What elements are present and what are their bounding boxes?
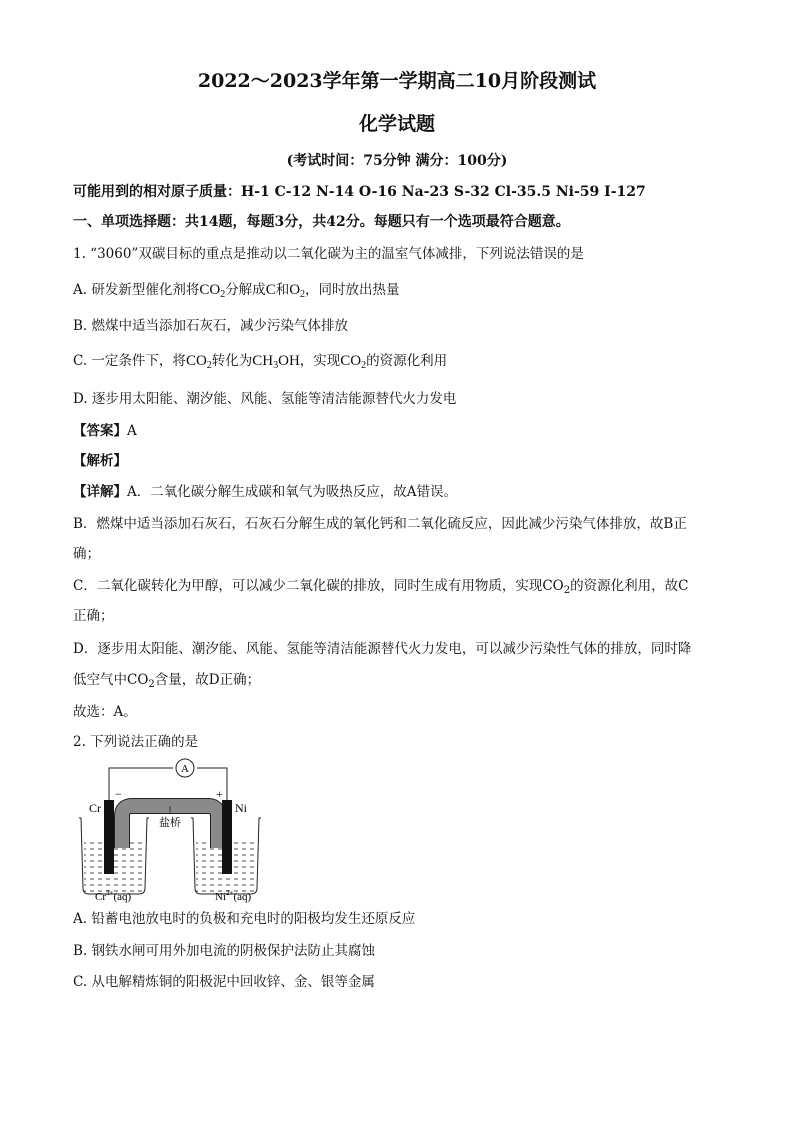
- section-heading: 一、单项选择题：共14题，每题3分，共42分。每题只有一个选项最符合题意。: [73, 214, 570, 230]
- detail-a-text: A．二氧化碳分解生成碳和氧气为吸热反应，故A错误。: [127, 484, 457, 500]
- q1-option-a-text: A. 研发新型催化剂将: [73, 282, 200, 298]
- q2-stem: 2. 下列说法正确的是: [73, 734, 199, 750]
- left-electrode-label: Cr: [89, 801, 101, 815]
- o-text: O: [289, 282, 301, 298]
- co-text: CO: [340, 353, 362, 369]
- q1-option-a: [73, 280, 400, 300]
- answer-tag: 【答案】: [73, 423, 127, 439]
- q1-option-a-text: ，同时放出热量: [305, 282, 400, 298]
- co-text: CO: [127, 672, 149, 688]
- carbon-formula: C: [265, 282, 276, 298]
- q1-stem: 1. “3060”双碳目标的重点是推动以二氧化碳为主的温室气体减排，下列说法错误的是: [73, 246, 584, 262]
- co-text: CO: [542, 578, 564, 594]
- q1-option-c-text: 转化为: [211, 353, 253, 369]
- q1-conclusion: 故选：A。: [73, 704, 137, 720]
- q2-option-c: C. 从电解精炼铜的阳极泥中回收锌、金、银等金属: [73, 974, 375, 990]
- exam-info: (考试时间：75分钟 满分：100分): [286, 153, 508, 169]
- q1-answer: [73, 421, 137, 441]
- nickel-electrode: [222, 800, 232, 874]
- detail-tag: 【详解】: [73, 484, 127, 500]
- q1-option-a-text: 分解成: [225, 282, 266, 298]
- detail-c-line2: 正确；: [73, 608, 114, 624]
- left-ion-label: [95, 889, 131, 903]
- right-ion-symbol: Ni: [215, 891, 226, 903]
- ch3oh-formula: [252, 353, 300, 369]
- q1-option-a-text: 和: [275, 282, 290, 298]
- galvanic-cell-figure: [73, 756, 263, 904]
- subscript-2: 2: [361, 360, 367, 371]
- detail-a: [73, 482, 457, 502]
- left-ion-charge: 3+: [106, 889, 114, 897]
- analysis-tag: 【解析】: [73, 453, 127, 469]
- subscript-3: 3: [273, 360, 279, 371]
- subject-title: 化学试题: [358, 113, 435, 135]
- right-ion-charge: 2+: [226, 889, 234, 897]
- q2-option-b: B. 钢铁水闸可用外加电流的阴极保护法防止其腐蚀: [73, 943, 376, 959]
- co2-formula: [186, 353, 212, 369]
- co2-formula: [127, 672, 155, 688]
- co2-formula: [340, 353, 366, 369]
- q1-option-c-text: C. 一定条件下，将: [73, 353, 186, 369]
- q1-option-b: B. 燃煤中适当添加石灰石，减少污染气体排放: [73, 318, 349, 334]
- subscript-2: 2: [148, 679, 155, 690]
- q1-option-c-text: ，实现: [299, 353, 341, 369]
- subscript-2: 2: [563, 585, 571, 596]
- subscript-2: 2: [206, 360, 212, 371]
- exam-title: 2022～2023学年第一学期高二10月阶段测试: [197, 70, 597, 92]
- salt-bridge-label: 盐桥: [159, 816, 181, 829]
- detail-c-text: C．二氧化碳转化为甲醇，可以减少二氧化碳的排放，同时生成有用物质，实现: [73, 578, 543, 594]
- ammeter-label: A: [181, 763, 189, 775]
- detail-d-text: 低空气中: [73, 672, 127, 688]
- detail-d-text: 含量，故D正确；: [154, 672, 261, 688]
- ch-text: CH: [252, 353, 274, 369]
- right-electrode-label: Ni: [235, 801, 247, 815]
- subscript-2: 2: [300, 289, 306, 300]
- detail-d-line1: D．逐步用太阳能、潮汐能、风能、氢能等清洁能源替代火力发电，可以减少污染性气体的排放，同时降: [73, 641, 692, 657]
- q2-option-a: A. 铅蓄电池放电时的负极和充电时的阳极均发生还原反应: [73, 911, 416, 927]
- negative-sign: −: [115, 787, 122, 801]
- detail-d-line2: [73, 670, 260, 690]
- co2-formula: [542, 578, 570, 594]
- left-ion-symbol: Cr: [95, 891, 106, 903]
- q1-option-c: [73, 351, 447, 371]
- detail-b-line2: 确；: [73, 546, 100, 562]
- right-ion-label: [215, 889, 251, 903]
- q1-option-c-text: 的资源化利用: [366, 353, 448, 369]
- oh-text: OH: [278, 353, 300, 369]
- answer-value: A: [127, 423, 137, 439]
- positive-sign: +: [216, 787, 223, 801]
- o2-formula: [289, 282, 305, 298]
- co-text: CO: [185, 353, 207, 369]
- q1-option-d: D. 逐步用太阳能、潮汐能、风能、氢能等清洁能源替代火力发电: [73, 391, 457, 407]
- co2-formula: [199, 282, 225, 298]
- detail-c-text: 的资源化利用，故C: [570, 578, 689, 594]
- co-text: CO: [199, 282, 221, 298]
- right-ion-state: (aq): [233, 891, 252, 903]
- detail-c-line1: [73, 576, 688, 596]
- subscript-2: 2: [220, 289, 226, 300]
- left-ion-state: (aq): [113, 891, 132, 903]
- detail-b-line1: B．燃煤中适当添加石灰石，石灰石分解生成的氧化钙和二氧化硫反应，因此减少污染气体排放，故B正: [73, 516, 687, 532]
- chromium-electrode: [104, 800, 114, 874]
- atomic-masses: 可能用到的相对原子质量：H-1 C-12 N-14 O-16 Na-23 S-32 Cl-35.5 Ni-59 I-127: [73, 184, 646, 200]
